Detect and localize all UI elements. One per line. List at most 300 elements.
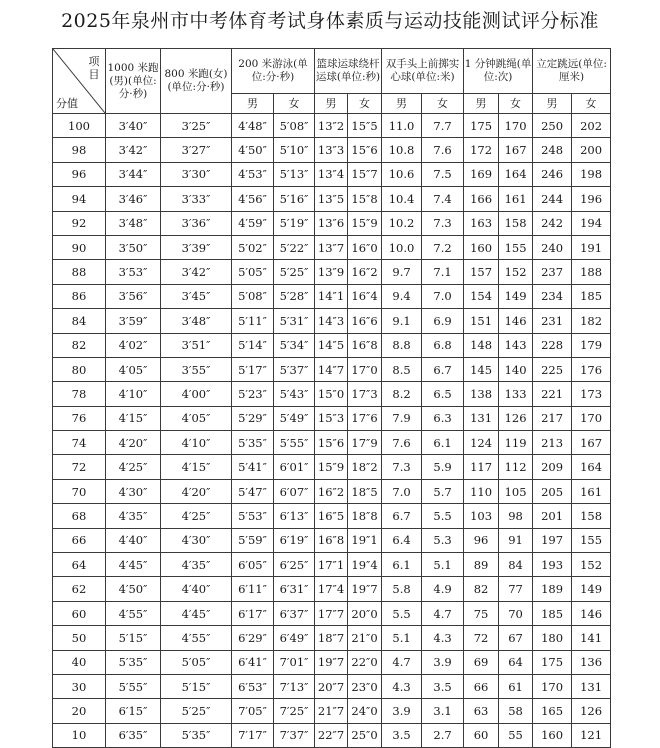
value-cell: 248 (533, 138, 572, 162)
value-cell: 6.1 (422, 431, 464, 455)
value-cell: 4.7 (382, 650, 422, 674)
value-cell: 3′39″ (161, 235, 232, 259)
value-cell: 185 (572, 284, 611, 308)
value-cell: 163 (464, 211, 499, 235)
value-cell: 143 (499, 333, 533, 357)
value-cell: 15″6 (348, 138, 382, 162)
value-cell: 17″1 (315, 553, 348, 577)
value-cell: 5′49″ (274, 406, 315, 430)
value-cell: 4′20″ (106, 431, 161, 455)
value-cell: 3′53″ (106, 260, 161, 284)
value-cell: 5′17″ (232, 357, 274, 381)
value-cell: 3′48″ (106, 211, 161, 235)
value-cell: 6′37″ (274, 601, 315, 625)
value-cell: 58 (499, 699, 533, 723)
value-cell: 164 (499, 162, 533, 186)
value-cell: 3′42″ (106, 138, 161, 162)
value-cell: 4′53″ (232, 162, 274, 186)
value-cell: 5.5 (422, 504, 464, 528)
value-cell: 6′01″ (274, 455, 315, 479)
score-cell: 80 (53, 357, 106, 381)
value-cell: 194 (572, 211, 611, 235)
value-cell: 250 (533, 114, 572, 138)
value-cell: 4′25″ (161, 504, 232, 528)
value-cell: 4′30″ (106, 479, 161, 503)
score-table (52, 48, 611, 748)
value-cell: 225 (533, 357, 572, 381)
value-cell: 16″0 (348, 235, 382, 259)
table-row (53, 309, 611, 333)
value-cell: 4′05″ (161, 406, 232, 430)
value-cell: 209 (533, 455, 572, 479)
value-cell: 126 (572, 699, 611, 723)
value-cell: 14″3 (315, 309, 348, 333)
value-cell: 3′27″ (161, 138, 232, 162)
column-header: 200 米游泳(单位:分·秒) (232, 49, 315, 94)
value-cell: 7′25″ (274, 699, 315, 723)
value-cell: 55 (499, 723, 533, 747)
value-cell: 15″9 (348, 211, 382, 235)
value-cell: 202 (572, 114, 611, 138)
value-cell: 7′05″ (232, 699, 274, 723)
value-cell: 15″9 (315, 455, 348, 479)
value-cell: 179 (572, 333, 611, 357)
value-cell: 5′55″ (106, 674, 161, 698)
value-cell: 5.3 (422, 528, 464, 552)
value-cell: 15″6 (315, 431, 348, 455)
table-row (53, 626, 611, 650)
value-cell: 5′41″ (232, 455, 274, 479)
value-cell: 3′44″ (106, 162, 161, 186)
value-cell: 136 (572, 650, 611, 674)
value-cell: 17″4 (315, 577, 348, 601)
value-cell: 14″5 (315, 333, 348, 357)
value-cell: 6.9 (422, 309, 464, 333)
value-cell: 6.8 (422, 333, 464, 357)
gender-subheader: 女 (572, 94, 611, 114)
value-cell: 5′16″ (274, 187, 315, 211)
score-cell: 88 (53, 260, 106, 284)
value-cell: 4′20″ (161, 479, 232, 503)
value-cell: 146 (572, 601, 611, 625)
value-cell: 5′05″ (232, 260, 274, 284)
value-cell: 6′11″ (232, 577, 274, 601)
value-cell: 19″7 (348, 577, 382, 601)
value-cell: 182 (572, 309, 611, 333)
value-cell: 6′15″ (106, 699, 161, 723)
table-row (53, 601, 611, 625)
value-cell: 5.1 (382, 626, 422, 650)
value-cell: 13″4 (315, 162, 348, 186)
value-cell: 7.3 (422, 211, 464, 235)
value-cell: 2.7 (422, 723, 464, 747)
table-row (53, 528, 611, 552)
value-cell: 3′56″ (106, 284, 161, 308)
value-cell: 23″0 (348, 674, 382, 698)
value-cell: 6′05″ (232, 553, 274, 577)
value-cell: 5′53″ (232, 504, 274, 528)
value-cell: 188 (572, 260, 611, 284)
score-cell: 30 (53, 674, 106, 698)
value-cell: 237 (533, 260, 572, 284)
value-cell: 72 (464, 626, 499, 650)
table-row (53, 187, 611, 211)
value-cell: 5′08″ (232, 284, 274, 308)
value-cell: 4′15″ (161, 455, 232, 479)
value-cell: 240 (533, 235, 572, 259)
value-cell: 146 (499, 309, 533, 333)
value-cell: 191 (572, 235, 611, 259)
value-cell: 3′45″ (161, 284, 232, 308)
value-cell: 217 (533, 406, 572, 430)
value-cell: 4′40″ (161, 577, 232, 601)
gender-subheader: 女 (274, 94, 315, 114)
value-cell: 3.9 (422, 650, 464, 674)
score-cell: 40 (53, 650, 106, 674)
corner-item-label: 项目 (88, 55, 100, 81)
value-cell: 133 (499, 382, 533, 406)
value-cell: 5.8 (382, 577, 422, 601)
value-cell: 117 (464, 455, 499, 479)
value-cell: 126 (499, 406, 533, 430)
value-cell: 8.2 (382, 382, 422, 406)
table-row (53, 699, 611, 723)
value-cell: 7.1 (422, 260, 464, 284)
value-cell: 6′41″ (232, 650, 274, 674)
value-cell: 3.5 (422, 674, 464, 698)
page-title: 2025年泉州市中考体育考试身体素质与运动技能测试评分标准 (61, 10, 599, 32)
value-cell: 4′40″ (106, 528, 161, 552)
value-cell: 201 (533, 504, 572, 528)
value-cell: 7.4 (422, 187, 464, 211)
value-cell: 7.2 (422, 235, 464, 259)
value-cell: 170 (533, 674, 572, 698)
value-cell: 3′30″ (161, 162, 232, 186)
value-cell: 98 (499, 504, 533, 528)
gender-subheader: 女 (348, 94, 382, 114)
column-header: 篮球运球绕杆运球(单位:秒) (315, 49, 382, 94)
value-cell: 4′02″ (106, 333, 161, 357)
value-cell: 198 (572, 162, 611, 186)
value-cell: 4′48″ (232, 114, 274, 138)
value-cell: 242 (533, 211, 572, 235)
table-row (53, 162, 611, 186)
table-row (53, 211, 611, 235)
column-header: 立定跳远(单位:厘米) (533, 49, 611, 94)
score-cell: 10 (53, 723, 106, 747)
value-cell: 5′35″ (161, 723, 232, 747)
table-row (53, 284, 611, 308)
value-cell: 175 (464, 114, 499, 138)
value-cell: 9.7 (382, 260, 422, 284)
value-cell: 7.0 (382, 479, 422, 503)
value-cell: 4′10″ (106, 382, 161, 406)
value-cell: 13″3 (315, 138, 348, 162)
value-cell: 5′23″ (232, 382, 274, 406)
table-row (53, 577, 611, 601)
value-cell: 5′43″ (274, 382, 315, 406)
value-cell: 3′40″ (106, 114, 161, 138)
value-cell: 16″8 (315, 528, 348, 552)
value-cell: 5′11″ (232, 309, 274, 333)
value-cell: 6.7 (422, 357, 464, 381)
value-cell: 16″6 (348, 309, 382, 333)
value-cell: 5′35″ (232, 431, 274, 455)
value-cell: 5′37″ (274, 357, 315, 381)
value-cell: 6′29″ (232, 626, 274, 650)
value-cell: 15″3 (315, 406, 348, 430)
value-cell: 5′28″ (274, 284, 315, 308)
value-cell: 16″5 (315, 504, 348, 528)
column-header: 1000 米跑(男)(单位:分·秒) (106, 49, 161, 114)
value-cell: 17″7 (315, 601, 348, 625)
value-cell: 10.0 (382, 235, 422, 259)
value-cell: 13″6 (315, 211, 348, 235)
value-cell: 154 (464, 284, 499, 308)
value-cell: 5.5 (382, 601, 422, 625)
value-cell: 13″9 (315, 260, 348, 284)
score-cell: 78 (53, 382, 106, 406)
value-cell: 4′05″ (106, 357, 161, 381)
value-cell: 6.1 (382, 553, 422, 577)
value-cell: 5′22″ (274, 235, 315, 259)
value-cell: 18″8 (348, 504, 382, 528)
value-cell: 77 (499, 577, 533, 601)
value-cell: 66 (464, 674, 499, 698)
value-cell: 7.9 (382, 406, 422, 430)
score-cell: 76 (53, 406, 106, 430)
value-cell: 5′25″ (274, 260, 315, 284)
value-cell: 160 (533, 723, 572, 747)
value-cell: 89 (464, 553, 499, 577)
value-cell: 4′35″ (161, 553, 232, 577)
value-cell: 3′36″ (161, 211, 232, 235)
value-cell: 3′42″ (161, 260, 232, 284)
value-cell: 7.7 (422, 114, 464, 138)
table-row (53, 260, 611, 284)
value-cell: 7′01″ (274, 650, 315, 674)
value-cell: 69 (464, 650, 499, 674)
table-row (53, 674, 611, 698)
value-cell: 6′19″ (274, 528, 315, 552)
value-cell: 148 (464, 333, 499, 357)
value-cell: 4′00″ (161, 382, 232, 406)
value-cell: 152 (499, 260, 533, 284)
value-cell: 24″0 (348, 699, 382, 723)
value-cell: 17″6 (348, 406, 382, 430)
table-row (53, 357, 611, 381)
value-cell: 21″7 (315, 699, 348, 723)
value-cell: 4′25″ (106, 455, 161, 479)
value-cell: 4′55″ (161, 626, 232, 650)
value-cell: 63 (464, 699, 499, 723)
value-cell: 155 (499, 235, 533, 259)
value-cell: 3.5 (382, 723, 422, 747)
value-cell: 61 (499, 674, 533, 698)
value-cell: 4.3 (382, 674, 422, 698)
value-cell: 231 (533, 309, 572, 333)
value-cell: 121 (572, 723, 611, 747)
value-cell: 22″7 (315, 723, 348, 747)
value-cell: 67 (499, 626, 533, 650)
value-cell: 6′17″ (232, 601, 274, 625)
value-cell: 6.3 (422, 406, 464, 430)
value-cell: 5′55″ (274, 431, 315, 455)
value-cell: 246 (533, 162, 572, 186)
value-cell: 3′25″ (161, 114, 232, 138)
value-cell: 91 (499, 528, 533, 552)
value-cell: 161 (572, 479, 611, 503)
value-cell: 6′13″ (274, 504, 315, 528)
score-cell: 20 (53, 699, 106, 723)
value-cell: 4′50″ (232, 138, 274, 162)
value-cell: 17″3 (348, 382, 382, 406)
value-cell: 7′37″ (274, 723, 315, 747)
value-cell: 6′31″ (274, 577, 315, 601)
value-cell: 189 (533, 577, 572, 601)
value-cell: 18″2 (348, 455, 382, 479)
value-cell: 18″5 (348, 479, 382, 503)
value-cell: 15″7 (348, 162, 382, 186)
value-cell: 197 (533, 528, 572, 552)
score-cell: 82 (53, 333, 106, 357)
value-cell: 19″1 (348, 528, 382, 552)
value-cell: 16″2 (348, 260, 382, 284)
value-cell: 16″8 (348, 333, 382, 357)
value-cell: 4′56″ (232, 187, 274, 211)
value-cell: 15″0 (315, 382, 348, 406)
value-cell: 6′35″ (106, 723, 161, 747)
value-cell: 22″0 (348, 650, 382, 674)
value-cell: 16″2 (315, 479, 348, 503)
value-cell: 19″7 (315, 650, 348, 674)
value-cell: 170 (572, 406, 611, 430)
value-cell: 5′34″ (274, 333, 315, 357)
value-cell: 7.3 (382, 455, 422, 479)
value-cell: 4.9 (422, 577, 464, 601)
value-cell: 5′19″ (274, 211, 315, 235)
value-cell: 17″0 (348, 357, 382, 381)
table-row (53, 479, 611, 503)
value-cell: 6′07″ (274, 479, 315, 503)
value-cell: 13″5 (315, 187, 348, 211)
value-cell: 158 (572, 504, 611, 528)
table-row (53, 382, 611, 406)
value-cell: 4′50″ (106, 577, 161, 601)
value-cell: 5′35″ (106, 650, 161, 674)
value-cell: 228 (533, 333, 572, 357)
value-cell: 6.4 (382, 528, 422, 552)
value-cell: 158 (499, 211, 533, 235)
value-cell: 6.5 (422, 382, 464, 406)
value-cell: 3.9 (382, 699, 422, 723)
table-row (53, 723, 611, 747)
value-cell: 10.4 (382, 187, 422, 211)
value-cell: 7.6 (422, 138, 464, 162)
value-cell: 7.0 (422, 284, 464, 308)
corner-header-cell (53, 49, 106, 114)
table-row (53, 138, 611, 162)
score-cell: 72 (53, 455, 106, 479)
value-cell: 110 (464, 479, 499, 503)
value-cell: 175 (533, 650, 572, 674)
value-cell: 4′45″ (161, 601, 232, 625)
value-cell: 166 (464, 187, 499, 211)
value-cell: 4′35″ (106, 504, 161, 528)
value-cell: 141 (572, 626, 611, 650)
score-cell: 62 (53, 577, 106, 601)
value-cell: 103 (464, 504, 499, 528)
value-cell: 17″9 (348, 431, 382, 455)
value-cell: 167 (572, 431, 611, 455)
value-cell: 3′55″ (161, 357, 232, 381)
score-cell: 70 (53, 479, 106, 503)
value-cell: 234 (533, 284, 572, 308)
value-cell: 160 (464, 235, 499, 259)
value-cell: 64 (499, 650, 533, 674)
score-cell: 84 (53, 309, 106, 333)
score-cell: 90 (53, 235, 106, 259)
value-cell: 5′29″ (232, 406, 274, 430)
value-cell: 7.6 (382, 431, 422, 455)
value-cell: 196 (572, 187, 611, 211)
value-cell: 164 (572, 455, 611, 479)
value-cell: 20″0 (348, 601, 382, 625)
value-cell: 6′25″ (274, 553, 315, 577)
value-cell: 173 (572, 382, 611, 406)
value-cell: 157 (464, 260, 499, 284)
value-cell: 18″7 (315, 626, 348, 650)
value-cell: 13″2 (315, 114, 348, 138)
value-cell: 6.7 (382, 504, 422, 528)
value-cell: 131 (572, 674, 611, 698)
value-cell: 4′55″ (106, 601, 161, 625)
value-cell: 8.5 (382, 357, 422, 381)
value-cell: 4′30″ (161, 528, 232, 552)
table-row (53, 235, 611, 259)
value-cell: 244 (533, 187, 572, 211)
value-cell: 155 (572, 528, 611, 552)
value-cell: 5.7 (422, 479, 464, 503)
value-cell: 5′15″ (106, 626, 161, 650)
value-cell: 5′05″ (161, 650, 232, 674)
value-cell: 5′10″ (274, 138, 315, 162)
value-cell: 13″7 (315, 235, 348, 259)
score-cell: 66 (53, 528, 106, 552)
value-cell: 4′15″ (106, 406, 161, 430)
value-cell: 3.1 (422, 699, 464, 723)
value-cell: 19″4 (348, 553, 382, 577)
table-row (53, 650, 611, 674)
value-cell: 200 (572, 138, 611, 162)
score-cell: 94 (53, 187, 106, 211)
score-cell: 98 (53, 138, 106, 162)
value-cell: 213 (533, 431, 572, 455)
score-cell: 68 (53, 504, 106, 528)
value-cell: 112 (499, 455, 533, 479)
value-cell: 161 (499, 187, 533, 211)
score-cell: 96 (53, 162, 106, 186)
value-cell: 6′49″ (274, 626, 315, 650)
corner-score-label: 分值 (56, 97, 78, 110)
table-row (53, 333, 611, 357)
value-cell: 145 (464, 357, 499, 381)
value-cell: 105 (499, 479, 533, 503)
value-cell: 5′31″ (274, 309, 315, 333)
value-cell: 124 (464, 431, 499, 455)
value-cell: 16″4 (348, 284, 382, 308)
value-cell: 3′46″ (106, 187, 161, 211)
